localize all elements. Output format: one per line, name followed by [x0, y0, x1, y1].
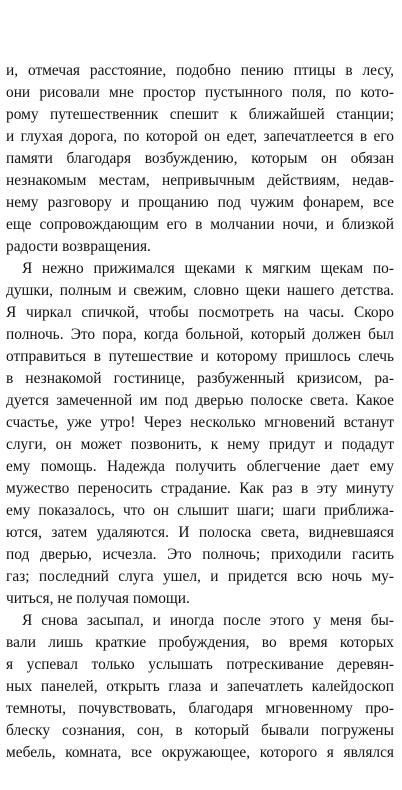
text-line: отправиться в путешествие и которому пришлось слечь — [6, 348, 394, 365]
text-line: слуги, он может позвонить, к нему придут и подадут — [6, 436, 394, 453]
text-line: и глухая дорога, по которой он едет, запечатлеется в его — [6, 128, 394, 145]
text-line: я успевал только услышать потрескивание деревян- — [6, 656, 394, 673]
text-line: ных панелей, открыть глаза и запечатлеть калейдоскоп — [6, 678, 394, 695]
text-line: мужество переносить страдание. Как раз в эту минуту — [6, 480, 394, 497]
text-line: Я чиркал спичкой, чтобы посмотреть на часы. Скоро — [6, 304, 394, 321]
text-line: и, отмечая расстояние, подобно пению птицы в лесу, — [6, 62, 394, 79]
text-line: незнакомым местам, непривычным действиям, недав- — [6, 172, 394, 189]
text-line: Я нежно прижимался щеками к мягким щекам по- — [22, 260, 394, 277]
text-line: ему показалось, что он слышит шаги; шаги приближа- — [6, 502, 394, 519]
text-line: рому путешественник спешит к ближайшей станции; — [6, 106, 394, 123]
text-line: ются, затем удаляются. И полоска света, видневшаяся — [6, 524, 394, 541]
text-line: читься, не получая помощи. — [6, 590, 190, 607]
text-line: газ; последний слуга ушел, и придется всю ночь му- — [6, 568, 394, 585]
text-line: темноты, почувствовать, благодаря мгновенному про- — [6, 700, 394, 717]
text-line: вали лишь краткие пробуждения, во время которых — [6, 634, 394, 651]
text-line: еще сопровождающим его в молчании ночи, и близкой — [6, 216, 394, 233]
text-line: мебель, комната, все окружающее, которого я являлся — [6, 744, 394, 761]
text-line: в незнакомой гостинице, разбуженный кризисом, ра- — [6, 370, 394, 387]
text-line: они рисовали мне простор пустынного поля, по кото- — [6, 84, 394, 101]
text-line: Я снова засыпал, и иногда после этого у меня бы- — [22, 612, 394, 629]
text-line: под дверью, исчезла. Это полночь; приходили гасить — [6, 546, 394, 563]
text-line: счастье, уже утро! Через несколько мгновений встанут — [6, 414, 394, 431]
text-line: радости возвращения. — [6, 238, 151, 255]
text-line: полночь. Это пора, когда больной, который должен был — [6, 326, 394, 343]
text-line: блеску сознания, сон, в который бывали погружены — [6, 722, 394, 739]
text-line: дуется замеченной им под дверью полоске света. Какое — [6, 392, 394, 409]
text-line: памяти благодаря возбуждению, которым он обязан — [6, 150, 394, 167]
text-line: душки, полным и свежим, словно щеки нашего детства. — [6, 282, 394, 299]
text-line: ему помощь. Надежда получить облегчение дает ему — [6, 458, 394, 475]
text-line: нему разговору и прощанию под чужим фонарем, все — [6, 194, 394, 211]
